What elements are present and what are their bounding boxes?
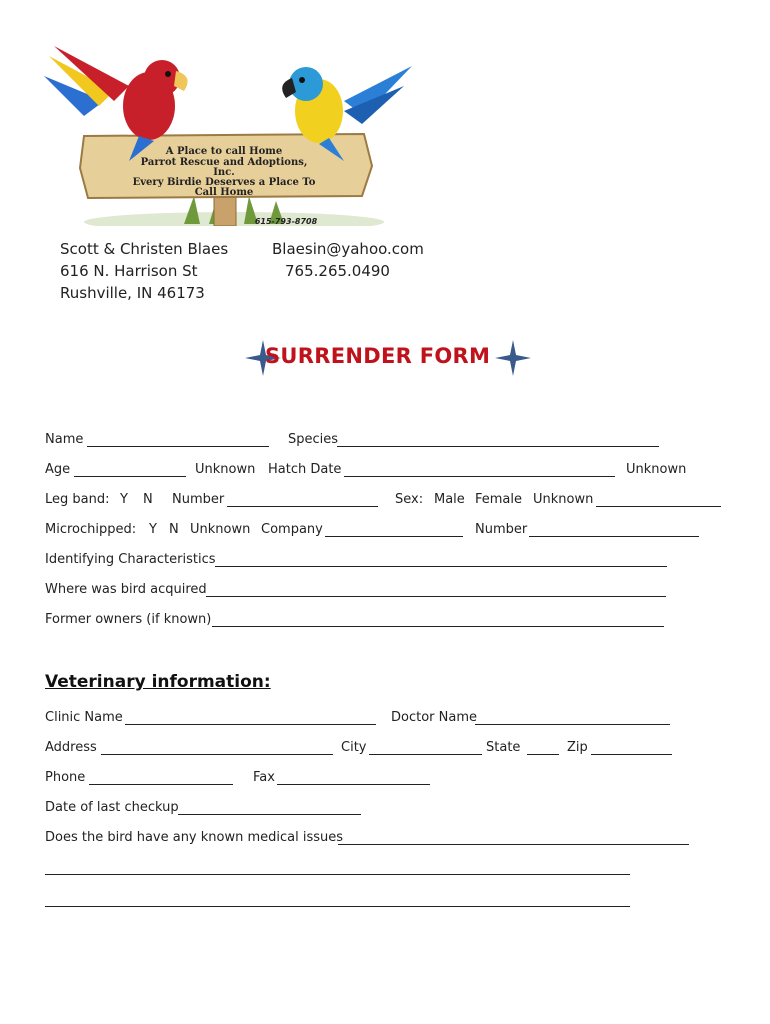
city-field[interactable] [369,740,482,755]
clinic-label: Clinic Name [45,710,123,725]
acquired-label: Where was bird acquired [45,582,207,597]
medical-issues-label: Does the bird have any known medical issues [45,830,344,845]
row-identifying [45,552,725,570]
phone-label: Phone [45,770,86,785]
age-unknown-option[interactable]: Unknown [195,462,256,477]
microchip-unknown-option[interactable]: Unknown [190,522,251,537]
doctor-field[interactable] [475,710,670,725]
contact-name: Scott & Christen Blaes [60,240,229,258]
company-label: Company [261,522,323,537]
hatch-date-field[interactable] [344,462,615,477]
zip-label: Zip [567,740,588,755]
name-field[interactable] [87,432,269,447]
state-label: State [486,740,521,755]
zip-field[interactable] [591,740,672,755]
doctor-label: Doctor Name [391,710,477,725]
contact-phone: 765.265.0490 [285,262,390,280]
sign-line-3: Inc. [213,167,235,178]
row-clinic [45,710,725,728]
form-title: SURRENDER FORM [265,344,491,368]
species-field[interactable] [337,432,659,447]
former-owners-label: Former owners (if known) [45,612,212,627]
address-label: Address [45,740,97,755]
age-field[interactable] [74,462,186,477]
species-label: Species [288,432,339,447]
acquired-field[interactable] [206,582,666,597]
sex-field[interactable] [596,492,721,507]
sex-label: Sex: [395,492,424,507]
medical-issues-field[interactable] [338,830,689,845]
row-name-species [45,432,725,450]
row-microchip [45,522,725,540]
row-address [45,740,725,758]
band-number-label: Number [172,492,225,507]
row-leg-band [45,492,725,510]
sex-male-option[interactable]: Male [434,492,465,507]
row-age [45,462,725,480]
sign-line-1: A Place to call Home [165,146,283,157]
form-title-block [245,340,530,378]
contact-info [272,238,424,282]
clinic-field[interactable] [125,710,376,725]
sign-line-4: Every Birdie Deserves a Place To [132,177,316,188]
band-number-field[interactable] [227,492,378,507]
vet-section-heading: Veterinary information: [45,672,271,692]
row-last-checkup [45,800,725,818]
state-field[interactable] [527,740,559,755]
company-field[interactable] [325,522,463,537]
last-checkup-field[interactable] [178,800,361,815]
row-phone [45,770,725,788]
sex-unknown-option[interactable]: Unknown [533,492,594,507]
contact-street: 616 N. Harrison St [60,262,198,280]
medical-issues-line-3[interactable] [45,892,630,907]
microchip-no-option[interactable]: N [169,522,179,537]
sign-line-5: Call Home [194,187,254,198]
contact-email[interactable]: Blaesin@yahoo.com [272,240,424,258]
rescue-logo [44,46,412,226]
identifying-field[interactable] [215,552,667,567]
row-former-owners [45,612,725,630]
contact-address [60,238,228,304]
chip-number-field[interactable] [529,522,699,537]
hatch-unknown-option[interactable]: Unknown [626,462,687,477]
row-acquired [45,582,725,600]
phone-field[interactable] [89,770,233,785]
microchip-yes-option[interactable]: Y [149,522,157,537]
chip-number-label: Number [475,522,528,537]
fax-label: Fax [253,770,275,785]
city-label: City [341,740,367,755]
medical-issues-line-2[interactable] [45,860,630,875]
logo-phone: 615-793-8708 [254,217,318,226]
last-checkup-label: Date of last checkup [45,800,179,815]
former-owners-field[interactable] [212,612,664,627]
age-label: Age [45,462,71,477]
identifying-label: Identifying Characteristics [45,552,216,567]
name-label: Name [45,432,84,447]
row-medical-issues [45,830,725,848]
leg-band-no-option[interactable]: N [143,492,153,507]
contact-city: Rushville, IN 46173 [60,284,205,302]
leg-band-yes-option[interactable]: Y [120,492,128,507]
microchipped-label: Microchipped: [45,522,137,537]
star-icon [495,340,531,376]
address-field[interactable] [101,740,333,755]
sign-line-2: Parrot Rescue and Adoptions, [140,157,308,168]
sex-female-option[interactable]: Female [475,492,523,507]
leg-band-label: Leg band: [45,492,110,507]
fax-field[interactable] [277,770,430,785]
hatch-date-label: Hatch Date [268,462,342,477]
